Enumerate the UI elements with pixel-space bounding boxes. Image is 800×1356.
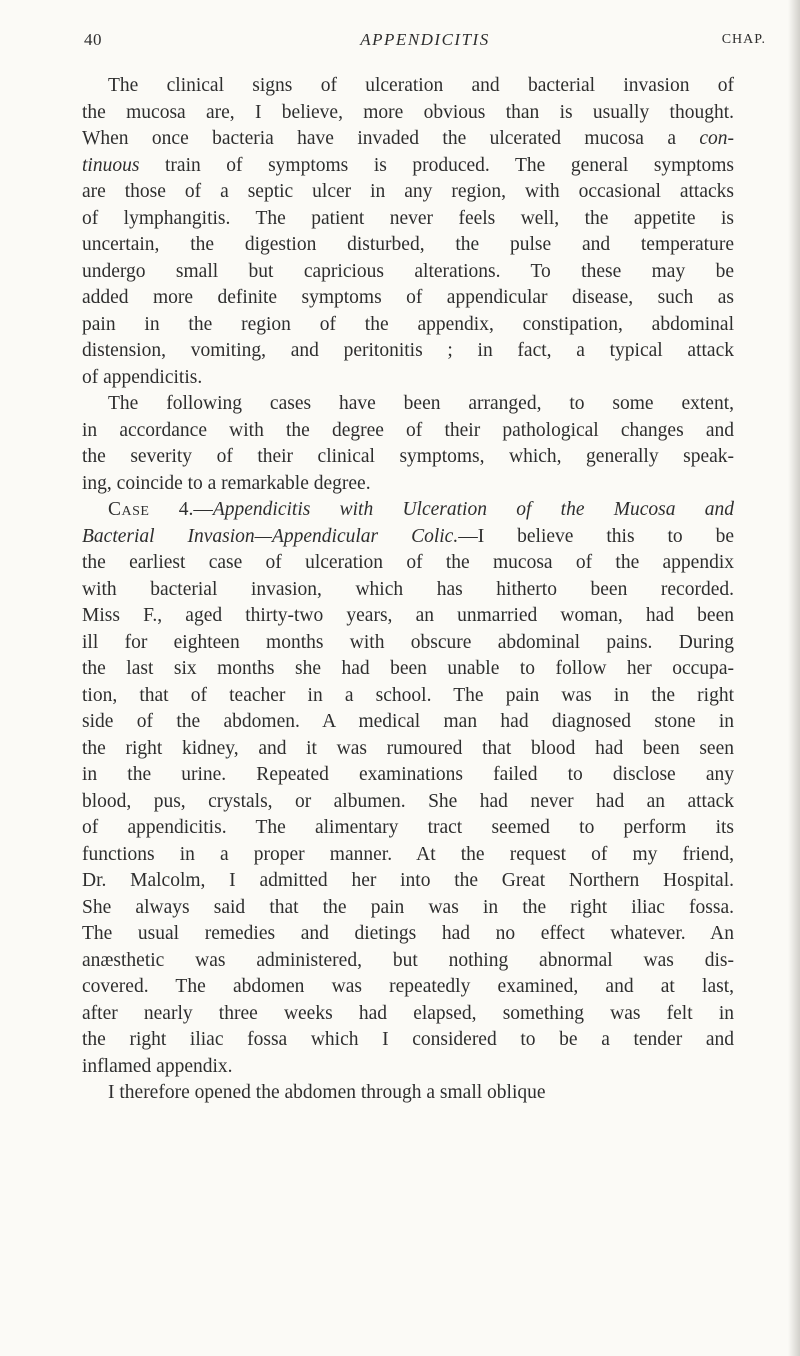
text-line: The clinical signs of ulceration and bacterial invasion of (108, 75, 734, 96)
chapter-mark: CHAP. (721, 32, 766, 47)
text-line (82, 126, 734, 153)
text-line: of appendicitis. (82, 366, 203, 388)
text-line: covered. The abdomen was repeatedly examined, and at last, (82, 976, 734, 997)
page-edge-shadow (788, 0, 800, 1356)
case-title: Appendicitis with Ulceration of the Mucosa and (212, 499, 734, 520)
text-line: of appendicitis. The alimentary tract seemed to perform its (82, 817, 734, 838)
text-line: the last six months she had been unable to follow her occupa- (82, 658, 734, 679)
running-title: APPENDICITIS (360, 30, 490, 49)
case-label: Case (108, 499, 150, 520)
text-line: the earliest case of ulceration of the mucosa of the appendix (82, 552, 734, 573)
text-line: Miss F., aged thirty-two years, an unmarried woman, had been (82, 605, 734, 626)
text-line: in accordance with the degree of their pathological changes and (82, 419, 734, 441)
text-line: the right iliac fossa which I considered to be a tender and (82, 1029, 734, 1050)
text-line: uncertain, the digestion disturbed, the pulse and temperature (82, 234, 734, 255)
text-line: ing, coincide to a remarkable degree. (82, 472, 371, 494)
case-number: 4.— (178, 499, 213, 520)
text-line: distension, vomiting, and peritonitis ; in fact, a typical attack (82, 340, 734, 361)
italic-run: tinuous (82, 154, 140, 176)
text-line: tion, that of teacher in a school. The pain was in the right (82, 684, 734, 706)
text-line: Dr. Malcolm, I admitted her into the Great Northern Hospital. (82, 870, 734, 891)
text-line: ill for eighteen months with obscure abdominal pains. During (82, 631, 734, 653)
text-line: inflamed appendix. (82, 1055, 233, 1077)
body-text (82, 73, 734, 1107)
text-line (82, 524, 734, 551)
running-header (84, 30, 766, 56)
text-line: with bacterial invasion, which has hitherto been recorded. (82, 578, 734, 600)
text-run: When once bacteria have invaded the ulcerated mucosa a (82, 128, 676, 149)
text-line: The following cases have been arranged, to some extent, (108, 393, 734, 414)
text-line: The usual remedies and dietings had no effect whatever. An (82, 923, 734, 944)
text-line: functions in a proper manner. At the request of my friend, (82, 843, 734, 865)
text-line (82, 153, 734, 180)
text-line: side of the abdomen. A medical man had diagnosed stone in (82, 711, 734, 732)
page-number: 40 (84, 30, 102, 49)
text-line: the right kidney, and it was rumoured that blood had been seen (82, 737, 734, 759)
text-run: train of symptoms is produced. The general symptoms (165, 154, 734, 176)
text-line: the mucosa are, I believe, more obvious than is usually thought. (82, 101, 734, 123)
text-line: pain in the region of the appendix, constipation, abdominal (82, 313, 734, 335)
text-line: the severity of their clinical symptoms, which, generally speak- (82, 446, 734, 467)
text-line: added more definite symptoms of appendicular disease, such as (82, 287, 734, 308)
text-line: blood, pus, crystals, or albumen. She had never had an attack (82, 790, 734, 812)
case-title-continued: Bacterial Invasion—Appendicular Colic. (82, 525, 459, 547)
italic-run: con- (699, 128, 734, 149)
text-run: —I believe this to be (458, 525, 734, 547)
text-line: I therefore opened the abdomen through a small oblique (108, 1082, 546, 1103)
case-heading-line (82, 497, 734, 524)
text-line: She always said that the pain was in the right iliac fossa. (82, 896, 734, 918)
text-line: in the urine. Repeated examinations failed to disclose any (82, 764, 734, 785)
text-line: undergo small but capricious alterations. To these may be (82, 260, 734, 282)
text-line: after nearly three weeks had elapsed, something was felt in (82, 1002, 734, 1024)
text-line: of lymphangitis. The patient never feels well, the appetite is (82, 207, 734, 229)
text-line: anæsthetic was administered, but nothing abnormal was dis- (82, 949, 734, 971)
text-line: are those of a septic ulcer in any region, with occasional attacks (82, 181, 734, 202)
